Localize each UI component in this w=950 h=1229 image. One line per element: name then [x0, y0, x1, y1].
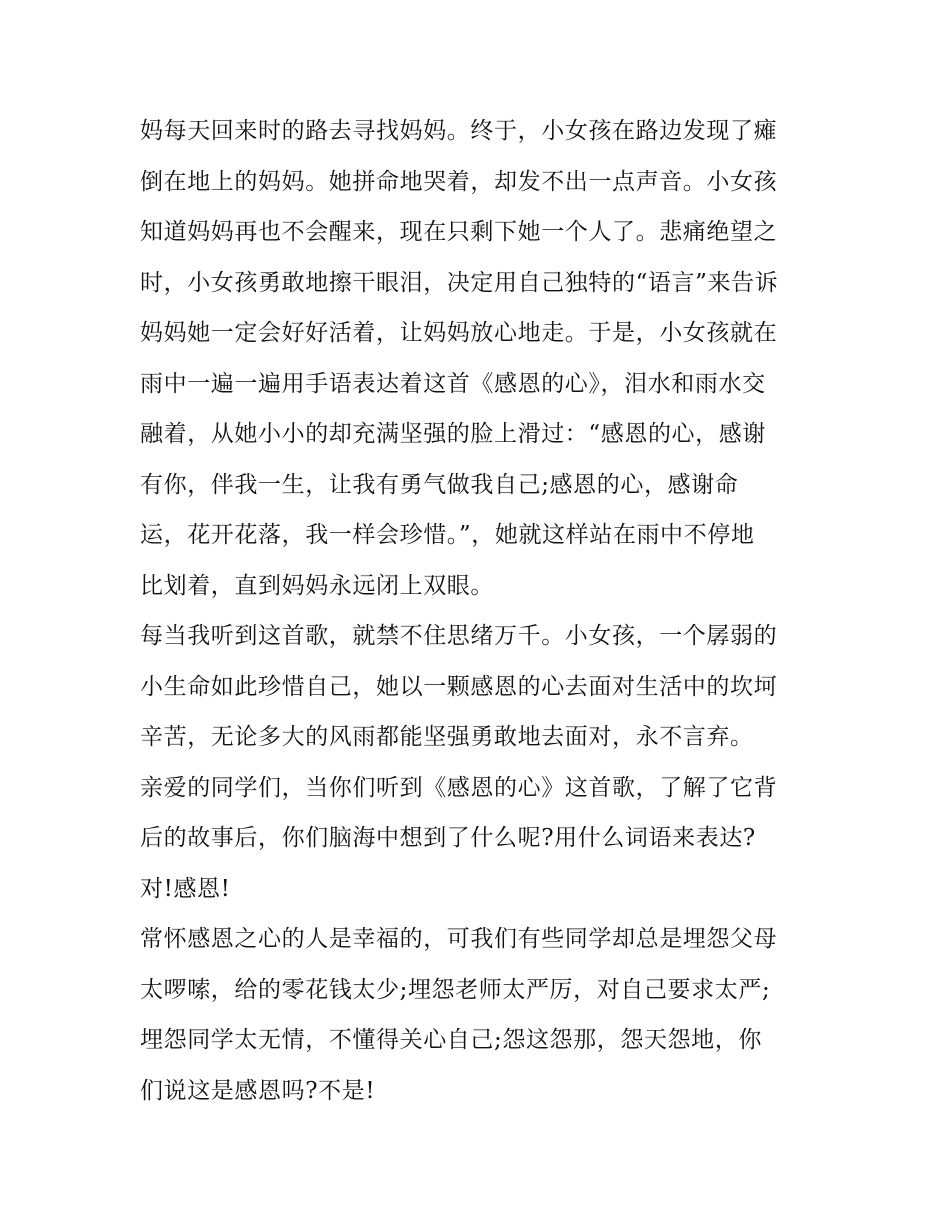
- text-line: 埋怨同学太无情，不懂得关心自己;怨这怨那，怨天怨地，你: [140, 1027, 762, 1053]
- text-line: 融着，从她小小的却充满坚强的脸上滑过：“感恩的心，感谢: [140, 421, 766, 447]
- text-line: 雨中一遍一遍用手语表达着这首《感恩的心》，泪水和雨水交: [140, 370, 766, 397]
- text-line: 妈每天回来时的路去寻找妈妈。终于，小女孩在路边发现了瘫: [140, 118, 778, 144]
- text-line: 比划着，直到妈妈永远闭上双眼。: [140, 572, 494, 599]
- text-line: 对!感恩!: [140, 875, 231, 902]
- text-line: 常怀感恩之心的人是幸福的，可我们有些同学却总是埋怨父母: [140, 926, 778, 952]
- text-line: 有你，伴我一生，让我有勇气做我自己;感恩的心，感谢命: [140, 471, 739, 498]
- text-line: 运，花开花落，我一样会珍惜。”，她就这样站在雨中不停地: [140, 522, 755, 548]
- text-line: 每当我听到这首歌，就禁不住思绪万千。小女孩，一个孱弱的: [140, 623, 778, 649]
- text-line: 后的故事后，你们脑海中想到了什么呢?用什么词语来表达?: [140, 825, 756, 851]
- text-line: 们说这是感恩吗?不是!: [140, 1077, 376, 1104]
- text-line: 知道妈妈再也不会醒来，现在只剩下她一个人了。悲痛绝望之: [140, 219, 778, 245]
- text-line: 妈妈她一定会好好活着，让妈妈放心地走。于是，小女孩就在: [140, 320, 778, 346]
- text-line: 太啰嗦，给的零花钱太少;埋怨老师太严厉，对自己要求太严;: [140, 976, 771, 1003]
- text-line: 时，小女孩勇敢地擦干眼泪，决定用自己独特的“语言”来告诉: [140, 269, 779, 296]
- text-line: 辛苦，无论多大的风雨都能坚强勇敢地去面对，永不言弃。: [140, 724, 754, 750]
- body-text: [140, 106, 820, 1116]
- text-line: 亲爱的同学们，当你们听到《感恩的心》这首歌，了解了它背: [140, 774, 778, 801]
- text-line: 小生命如此珍惜自己，她以一颗感恩的心去面对生活中的坎坷: [140, 673, 778, 700]
- text-line: 倒在地上的妈妈。她拼命地哭着，却发不出一点声音。小女孩: [140, 168, 778, 195]
